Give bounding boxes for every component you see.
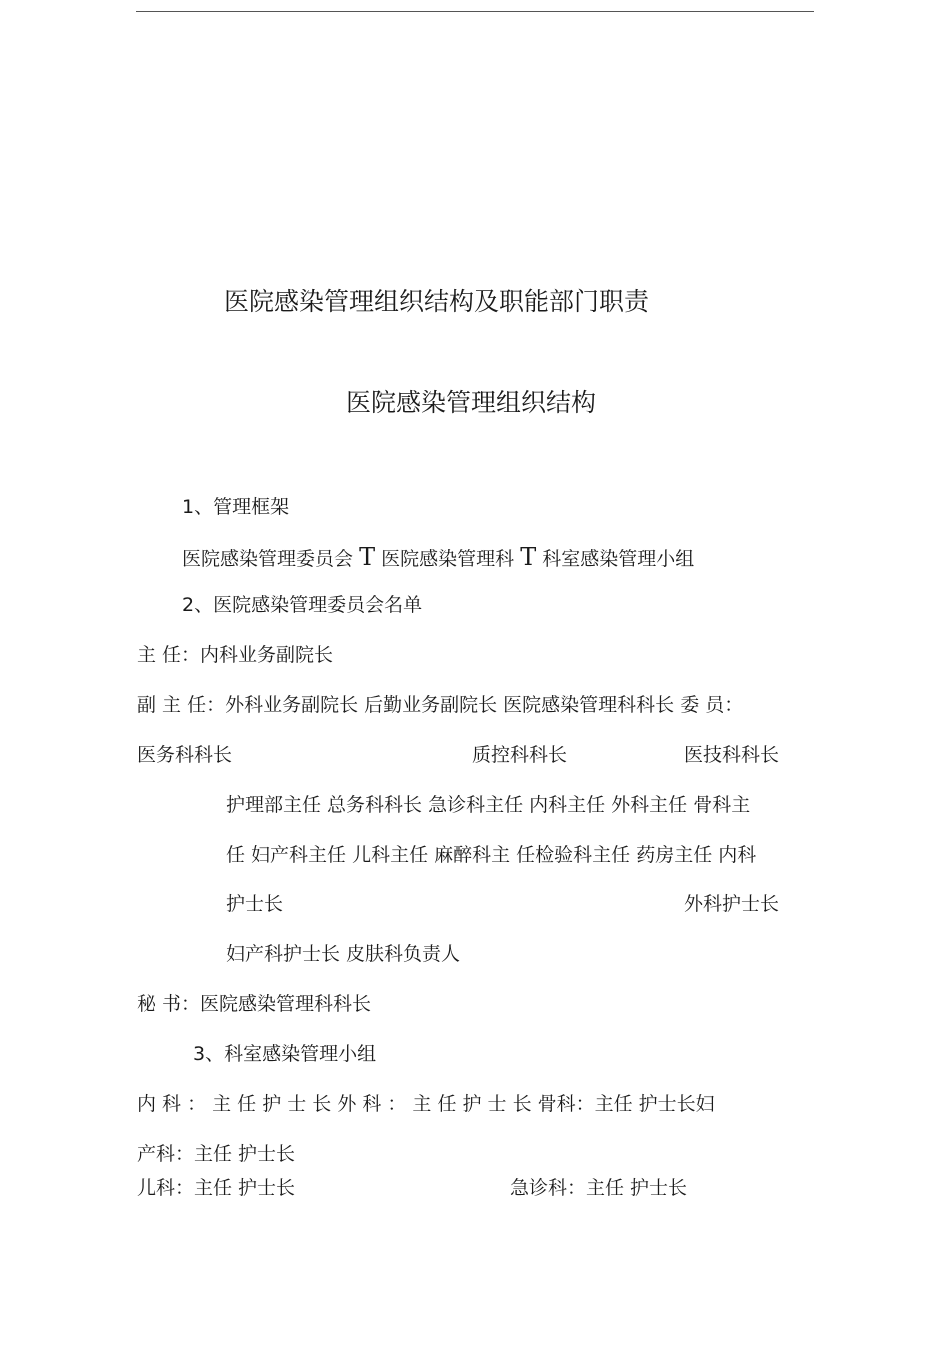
members-line: 护理部主任 总务科科长 急诊科主任 内科主任 外科主任 骨科主 xyxy=(226,794,751,816)
groups-line: 内 科 ： 主 任 护 士 长 外 科 ： 主 任 护 士 长 骨科：主任 护士长妇 xyxy=(137,1093,715,1115)
members-line: 任 妇产科主任 儿科主任 麻醉科主 任检验科主任 药房主任 内科 xyxy=(226,844,757,866)
member-item: 质控科科长 xyxy=(472,744,568,766)
framework-group: 科室感染管理小组 xyxy=(542,548,695,570)
framework-arrow-1: T xyxy=(359,543,376,571)
heading-management-framework: 1、管理框架 xyxy=(182,496,290,518)
framework-committee: 医院感染管理委员会 xyxy=(182,548,354,570)
document-title: 医院感染管理组织结构及职能部门职责 xyxy=(224,287,650,316)
committee-secretary: 秘 书：医院感染管理科科长 xyxy=(137,993,372,1015)
member-item: 护士长 xyxy=(226,893,284,915)
groups-item: 儿科：主任 护士长 xyxy=(137,1177,296,1199)
member-item: 医技科科长 xyxy=(684,744,780,766)
groups-line: 产科：主任 护士长 xyxy=(137,1143,296,1165)
heading-department-groups: 3、科室感染管理小组 xyxy=(193,1043,377,1065)
groups-item: 急诊科：主任 护士长 xyxy=(510,1177,688,1199)
framework-arrow-2: T xyxy=(520,543,537,571)
committee-vice-director: 副 主 任：外科业务副院长 后勤业务副院长 医院感染管理科科长 委 员： xyxy=(137,694,744,716)
member-item: 外科护士长 xyxy=(684,893,780,915)
framework-department: 医院感染管理科 xyxy=(381,548,515,570)
section-title: 医院感染管理组织结构 xyxy=(346,388,597,417)
header-rule xyxy=(136,11,814,12)
heading-committee-list: 2、医院感染管理委员会名单 xyxy=(182,594,423,616)
committee-director: 主 任：内科业务副院长 xyxy=(137,644,334,666)
members-line: 妇产科护士长 皮肤科负责人 xyxy=(226,943,461,965)
framework-line xyxy=(182,545,694,571)
member-item: 医务科科长 xyxy=(137,744,233,766)
